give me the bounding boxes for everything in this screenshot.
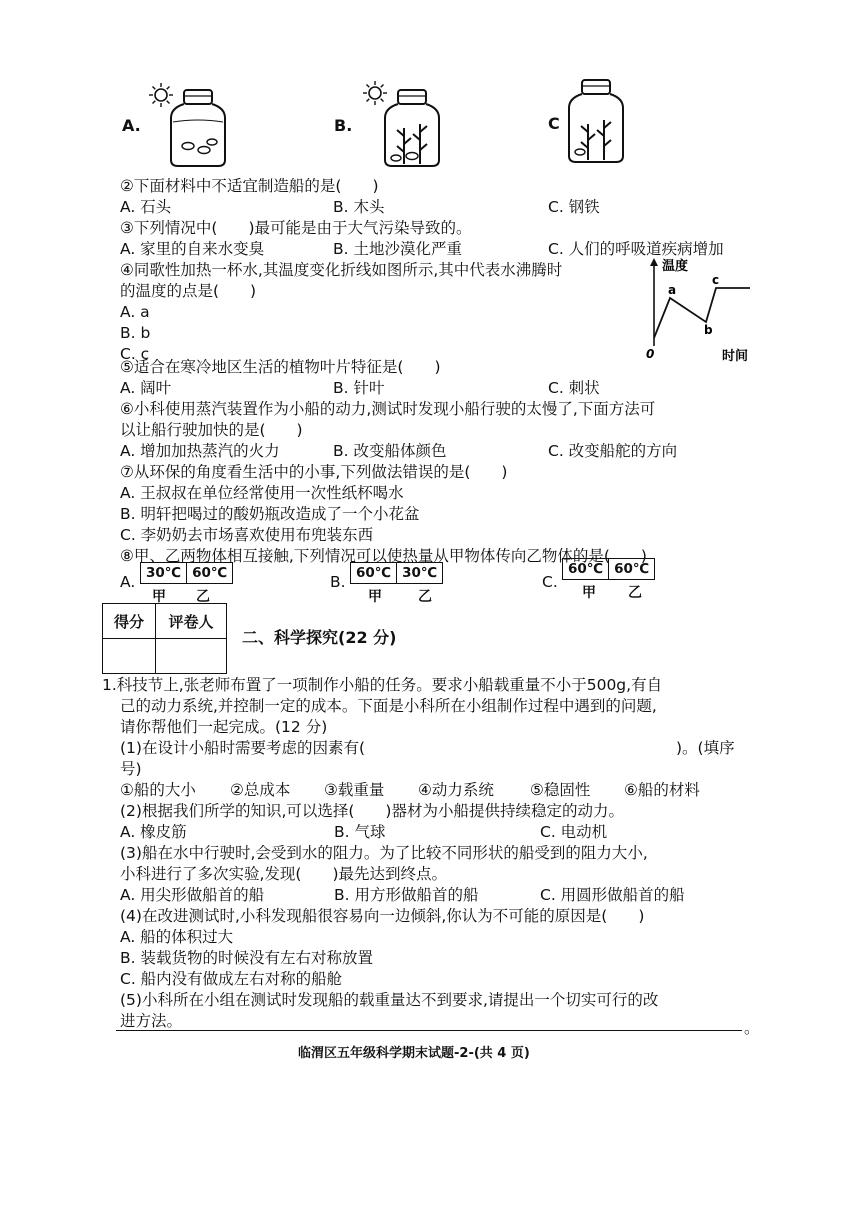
page-footer: 临渭区五年级科学期末试题-2-(共 4 页) <box>298 1046 530 1061</box>
question-5-stem: ⑤适合在寒冷地区生活的植物叶片特征是( ) <box>120 358 441 376</box>
graph-point-b: b <box>704 323 713 337</box>
subq-3-option-a: A. 用尖形做船首的船 <box>120 886 265 904</box>
q3-option-a: A. 家里的自来水变臭 <box>120 240 265 258</box>
q8-a-yi: 乙 <box>196 589 210 605</box>
subq-3-option-b: B. 用方形做船首的船 <box>334 886 479 904</box>
subq-2-stem: (2)根据我们所学的知识,可以选择( )器材为小船提供持续稳定的动力。 <box>120 802 624 820</box>
question-4-stem-line2: 的温度的点是( ) <box>120 282 257 300</box>
question-8-stem: ⑧甲、乙两物体相互接触,下列情况可以使热量从甲物体传向乙物体的是( ) <box>120 547 647 565</box>
q2-option-c: C. 钢铁 <box>548 198 600 216</box>
temperature-graph <box>640 254 760 364</box>
subq-4-option-b: B. 装载货物的时候没有左右对称放置 <box>120 949 373 967</box>
q7-option-b: B. 明轩把喝过的酸奶瓶改造成了一个小花盆 <box>120 505 420 523</box>
q8-a-right-temp: 60℃ <box>186 563 232 583</box>
graph-point-a: a <box>668 283 677 297</box>
question-6-stem-line1: ⑥小科使用蒸汽装置作为小船的动力,测试时发现小船行驶的太慢了,下面方法可 <box>120 400 656 418</box>
subq-2-option-b: B. 气球 <box>334 823 386 841</box>
q5-option-b: B. 针叶 <box>333 379 385 397</box>
subq-3-line1: (3)船在水中行驶时,会受到水的阻力。为了比较不同形状的船受到的阻力大小, <box>120 844 648 862</box>
subq-5-line1: (5)小科所在小组在测试时发现船的载重量达不到要求,请提出一个切实可行的改 <box>120 991 659 1009</box>
q8-option-c-label: C. <box>542 573 558 591</box>
q3-option-b: B. 土地沙漠化严重 <box>333 240 462 258</box>
q8-option-b-label: B. <box>330 573 346 591</box>
subq-3-option-c: C. 用圆形做船首的船 <box>540 886 685 904</box>
q2-option-a: A. 石头 <box>120 198 172 216</box>
jar-with-plants-and-fish-icon <box>382 88 442 168</box>
q8-option-a-label: A. <box>120 573 136 591</box>
subq-2-option-c: C. 电动机 <box>540 823 608 841</box>
question-3-stem: ③下列情况中( )最可能是由于大气污染导致的。 <box>120 219 472 237</box>
subq-1-line1: (1)在设计小船时需要考虑的因素有( <box>120 739 366 757</box>
q8-c-left-temp: 60℃ <box>568 561 604 577</box>
q6-option-a: A. 增加加热蒸汽的火力 <box>120 442 280 460</box>
option-b-label: B. <box>334 116 353 135</box>
factor-5: ⑤稳固性 <box>530 781 591 799</box>
q7-option-c: C. 李奶奶去市场喜欢使用布兜装东西 <box>120 526 374 544</box>
q8-option-a-boxes <box>140 562 233 584</box>
score-label: 得分 <box>103 604 156 639</box>
factor-4: ④动力系统 <box>418 781 494 799</box>
score-table <box>102 603 227 674</box>
q6-option-c: C. 改变船舵的方向 <box>548 442 678 460</box>
grader-label: 评卷人 <box>156 604 227 639</box>
subq-3-line2: 小科进行了多次实验,发现( )最先达到终点。 <box>120 865 448 883</box>
subq-5-line2: 进方法。 <box>120 1012 183 1030</box>
subq-1-line2: 号) <box>120 760 142 778</box>
subq-4-option-c: C. 船内没有做成左右对称的船舱 <box>120 970 343 988</box>
q8-b-right-temp: 30℃ <box>396 563 442 583</box>
subq-4-stem: (4)在改进测试时,小科发现船很容易向一边倾斜,你认为不可能的原因是( ) <box>120 907 645 925</box>
factor-1: ①船的大小 <box>120 781 196 799</box>
question-4-stem-line1: ④同歌性加热一杯水,其温度变化折线如图所示,其中代表水沸腾时 <box>120 261 563 279</box>
q7-option-a: A. 王叔叔在单位经常使用一次性纸杯喝水 <box>120 484 404 502</box>
problem-1-intro-line3: 请你帮他们一起完成。(12 分) <box>120 718 328 736</box>
factor-2: ②总成本 <box>230 781 291 799</box>
jar-with-fish-icon <box>168 88 228 168</box>
question-6-stem-line2: 以让船行驶加快的是( ) <box>120 421 303 439</box>
grader-cell[interactable] <box>156 639 227 674</box>
option-a-label: A. <box>122 116 141 135</box>
q5-option-a: A. 阔叶 <box>120 379 172 397</box>
section-2-title: 二、科学探究(22 分) <box>242 628 397 647</box>
question-2-stem: ②下面材料中不适宜制造船的是( ) <box>120 177 379 195</box>
q4-option-b: B. b <box>120 324 151 342</box>
graph-y-label: 温度 <box>662 259 689 274</box>
problem-1-intro-line1: 1.科技节上,张老师布置了一项制作小船的任务。要求小船载重量不小于500g,有自 <box>102 676 663 694</box>
q8-b-jia: 甲 <box>368 589 382 605</box>
problem-1-intro-line2: 己的动力系统,并控制一定的成本。下面是小科所在小组制作过程中遇到的问题, <box>120 697 657 715</box>
q4-option-c: C. c <box>120 345 150 363</box>
q3-option-c: C. 人们的呼吸道疾病增加 <box>548 240 724 258</box>
subq-2-option-a: A. 橡皮筋 <box>120 823 187 841</box>
subq-4-option-a: A. 船的体积过大 <box>120 928 234 946</box>
graph-x-label: 时间 <box>722 349 749 364</box>
q8-option-c-boxes <box>562 558 655 580</box>
option-c-label: C <box>548 114 560 133</box>
dark-jar-with-plants-icon <box>566 78 626 164</box>
q8-b-yi: 乙 <box>418 589 432 605</box>
q8-a-jia: 甲 <box>152 589 166 605</box>
q8-a-left-temp: 30℃ <box>146 565 182 581</box>
q6-option-b: B. 改变船体颜色 <box>333 442 447 460</box>
q8-option-b-boxes <box>350 562 443 584</box>
answer-line-end-mark: 。 <box>744 1019 760 1037</box>
q8-c-jia: 甲 <box>582 585 596 601</box>
question-7-stem: ⑦从环保的角度看生活中的小事,下列做法错误的是( ) <box>120 463 508 481</box>
answer-line[interactable] <box>116 1030 742 1031</box>
q8-c-right-temp: 60℃ <box>608 559 654 579</box>
q2-option-b: B. 木头 <box>333 198 385 216</box>
q5-option-c: C. 刺状 <box>548 379 600 397</box>
q4-option-a: A. a <box>120 303 150 321</box>
graph-origin: 0 <box>646 347 655 361</box>
q8-b-left-temp: 60℃ <box>356 565 392 581</box>
factor-6: ⑥船的材料 <box>624 781 700 799</box>
q8-c-yi: 乙 <box>628 585 642 601</box>
factor-3: ③载重量 <box>324 781 385 799</box>
graph-point-c: c <box>712 273 720 287</box>
subq-1-tail: )。(填序 <box>676 739 735 757</box>
score-cell[interactable] <box>103 639 156 674</box>
